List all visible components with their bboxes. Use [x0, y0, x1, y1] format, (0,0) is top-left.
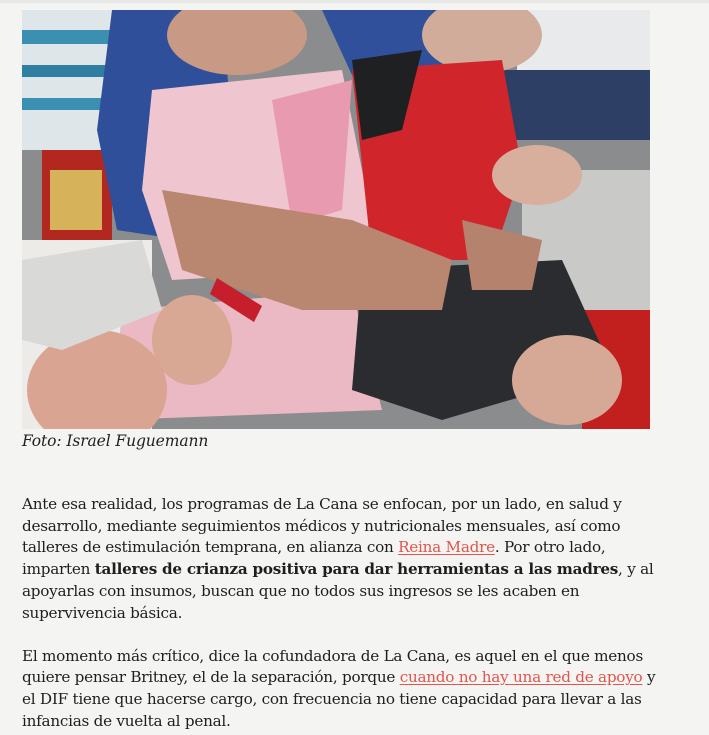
paragraph-text: y el DIF tiene que hacerse cargo, con frecuencia no tiene capacidad para llevar a las infancias de vuelta al penal.	[22, 668, 656, 730]
paragraph-text: . Por otro lado, imparten	[22, 538, 606, 579]
paragraph-programs	[22, 494, 657, 624]
article-body	[22, 494, 657, 733]
paragraph-text: Ante esa realidad, los programas de La Cana se enfocan, por un lado, en salud y desarrollo, mediante seguimientos médicos y nutricionales mensuales, así como talleres de estimulación temprana, en alianza con	[22, 495, 622, 557]
link-reina-madre[interactable]: Reina Madre	[398, 538, 495, 557]
photo-caption: Foto: Israel Fuguemann	[22, 432, 209, 450]
paragraph-text: , y al apoyarlas con insumos, buscan que no todos sus ingresos se les acaben en supervivencia básica.	[22, 560, 654, 622]
top-divider	[0, 0, 709, 3]
paragraph-separation	[22, 646, 657, 733]
photo-illustration	[22, 10, 650, 429]
article-photo	[22, 10, 650, 429]
link-red-de-apoyo[interactable]: cuando no hay una red de apoyo	[399, 668, 643, 687]
paragraph-text: El momento más crítico, dice la cofundadora de La Cana, es aquel en el que menos quiere pensar Britney, el de la separación, porque	[22, 646, 643, 687]
bold-emphasis: talleres de crianza positiva para dar herramientas a las madres	[94, 560, 619, 579]
